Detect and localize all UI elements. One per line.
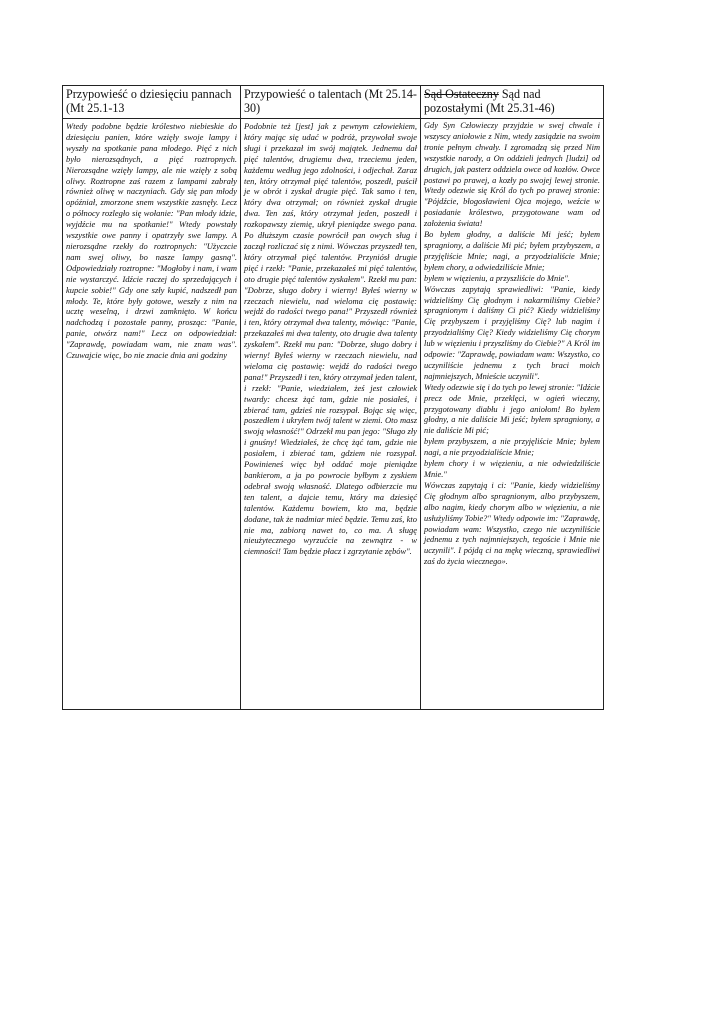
header-cell-judgment: [421, 86, 604, 119]
text-ten-virgins: Wtedy podobne będzie królestwo niebieskie do dziesięciu panien, które wzięły swoje lampy i wyszły na spotkanie pana młodego. Pięć z nich było nierozsądnych, a pięć roztropnych. Nierozsądne wzięły lampy, ale nie wzięły z sobą oliwy. Roztropne zaś razem z lampami zabrały również oliwę w naczyniach. Gdy się pan młody opóźniał, zmorzone snem wszystkie zasnęły. Lecz o północy rozległo się wołanie: "Pan młody idzie, wyjdźcie mu na spotkanie!" Wtedy powstały wszystkie owe panny i opatrzyły swe lampy. A nierozsądne rzekły do roztropnych: "Użyczcie nam swej oliwy, bo nasze lampy gasną". Odpowiedziały roztropne: "Mogłoby i nam, i wam nie wystarczyć. Idźcie raczej do sprzedających i kupcie sobie!" Gdy one szły kupić, nadszedł pan młody. Te, które były gotowe, weszły z nim na ucztę weselną, i drzwi zamknięto. W końcu nadchodzą i pozostałe panny, prosząc: "Panie, panie, otwórz nam!" Lecz on odpowiedział: "Zaprawdę, powiadam wam, nie znam was". Czuwajcie więc, bo nie znacie dnia ani godziny: [66, 121, 237, 361]
body-cell-ten-virgins: [63, 119, 241, 710]
body-cell-judgment: [421, 119, 604, 710]
text-talents: Podobnie też [jest] jak z pewnym człowiekiem, który mając się udać w podróż, przywołał swoje sługi i przekazał im swój majątek. Jednemu dał pięć talentów, drugiemu dwa, trzeciemu jeden, każdemu według jego zdolności, i odjechał. Zaraz ten, który otrzymał pięć talentów, poszedł, puścił je w obrót i zyskał drugie pięć. Tak samo i ten, który dwa otrzymał; on również zyskał drugie dwa. Ten zaś, który otrzymał jeden, poszedł i rozkopawszy ziemię, ukrył pieniądze swego pana. Po dłuższym czasie powrócił pan owych sług i zaczął rozliczać się z nimi. Wówczas przyszedł ten, który otrzymał pięć talentów. Przyniósł drugie pięć i rzekł: "Panie, przekazałeś mi pięć talentów, oto drugie pięć talentów zyskałem". Rzekł mu pan: "Dobrze, sługo dobry i wierny! Byłeś wierny w rzeczach niewielu, nad wieloma cię postawię: wejdź do radości twego pana!" Przyszedł również i ten, który otrzymał dwa talenty, mówiąc: "Panie, przekazałeś mi dwa talenty, oto drugie dwa talenty zyskałem". Rzekł mu pan: "Dobrze, sługo dobry i wierny! Byłeś wierny w rzeczach niewielu, nad wieloma cię postawię: wejdź do radości twego pana!" Przyszedł i ten, który otrzymał jeden talent, i rzekł: "Panie, wiedziałem, żeś jest człowiek twardy: chcesz żąć tam, gdzie nie posiałeś, i zbierać tam, gdzieś nie rozsypał. Bojąc się więc, poszedłem i ukryłem twój talent w ziemi. Oto masz swoją własność!" Odrzekł mu pan jego: "Sługo zły i gnuśny! Wiedziałeś, że chcę żąć tam, gdzie nie posiałem, i zbierać tam, gdziem nie rozsypał. Powinieneś więc był oddać moje pieniądze bankierom, a ja po powrocie byłbym z zyskiem odebrał swoją własność. Dlatego odbierzcie mu ten talent, a dajcie temu, który ma dziesięć talentów. Każdemu bowiem, kto ma, będzie dodane, tak że nadmiar mieć będzie. Temu zaś, kto nie ma, zabiorą nawet to, co ma. A sługę nieużytecznego wyrzućcie na zewnątrz - w ciemności! Tam będzie płacz i zgrzytanie zębów".: [244, 121, 417, 557]
parables-table: [62, 85, 604, 710]
body-cell-talents: [241, 119, 421, 710]
header-row: [63, 86, 604, 119]
body-row: [63, 119, 604, 710]
header-cell-ten-virgins: [63, 86, 241, 119]
header-judgment-struck: Sąd Ostateczny: [424, 87, 499, 101]
header-talents: Przypowieść o talentach (Mt 25.14-30): [244, 87, 417, 115]
text-judgment: Gdy Syn Człowieczy przyjdzie w swej chwale i wszyscy aniołowie z Nim, wtedy zasiądzie na swoim tronie pełnym chwały. I zgromadzą się przed Nim wszystkie narody, a On oddzieli jednych [ludzi] od drugich, jak pasterz oddziela owce od kozłów. Owce postawi po prawej, a kozły po swojej lewej stronie. Wtedy odezwie się Król do tych po prawej stronie: "Pójdźcie, błogosławieni Ojca mojego, weźcie w posiadanie królestwo, przygotowane wam od założenia świata! Bo byłem głodny, a daliście Mi jeść; byłem spragniony, a daliście Mi pić; byłem przybyszem, a przyjęliście Mnie; nagi, a przyodzialiście Mnie; byłem chory, a odwiedziliście Mnie; byłem w więzieniu, a przyszliście do Mnie". Wówczas zapytają sprawiedliwi: "Panie, kiedy widzieliśmy Cię głodnym i nakarmiliśmy Ciebie? spragnionym i daliśmy Ci pić? Kiedy widzieliśmy Cię przybyszem i przyjęliśmy Cię? lub nagim i przyodzialiśmy Cię? Kiedy widzieliśmy Cię chorym lub w więzieniu i przyszliśmy do Ciebie?" A Król im odpowie: "Zaprawdę, powiadam wam: Wszystko, co uczyniliście jednemu z tych braci moich najmniejszych, Mnieście uczynili". Wtedy odezwie się i do tych po lewej stronie: "Idźcie precz ode Mnie, przeklęci, w ogień wieczny, przygotowany diabłu i jego aniołom! Bo byłem głodny, a nie daliście Mi jeść; byłem spragniony, a nie daliście Mi pić; byłem przybyszem, a nie przyjęliście Mnie; byłem nagi, a nie przyodzialiście Mnie; byłem chory i w więzieniu, a nie odwiedziliście Mnie." Wówczas zapytają i ci: "Panie, kiedy widzieliśmy Cię głodnym albo spragnionym, albo przybyszem, albo nagim, kiedy chorym albo w więzieniu, a nie usłużyliśmy Tobie?" Wtedy odpowie im: "Zaprawdę, powiadam wam: Wszystko, czego nie uczyniliście jednemu z tych najmniejszych, tegoście i Mnie nie uczynili". I pójdą ci na mękę wieczną, sprawiedliwi zaś do życia wiecznego».: [424, 121, 601, 567]
header-cell-talents: [241, 86, 421, 119]
header-ten-virgins: Przypowieść o dziesięciu pannach (Mt 25.1-13: [66, 87, 232, 115]
header-judgment: Sąd nad pozostałymi (Mt 25.31-46): [424, 87, 555, 115]
